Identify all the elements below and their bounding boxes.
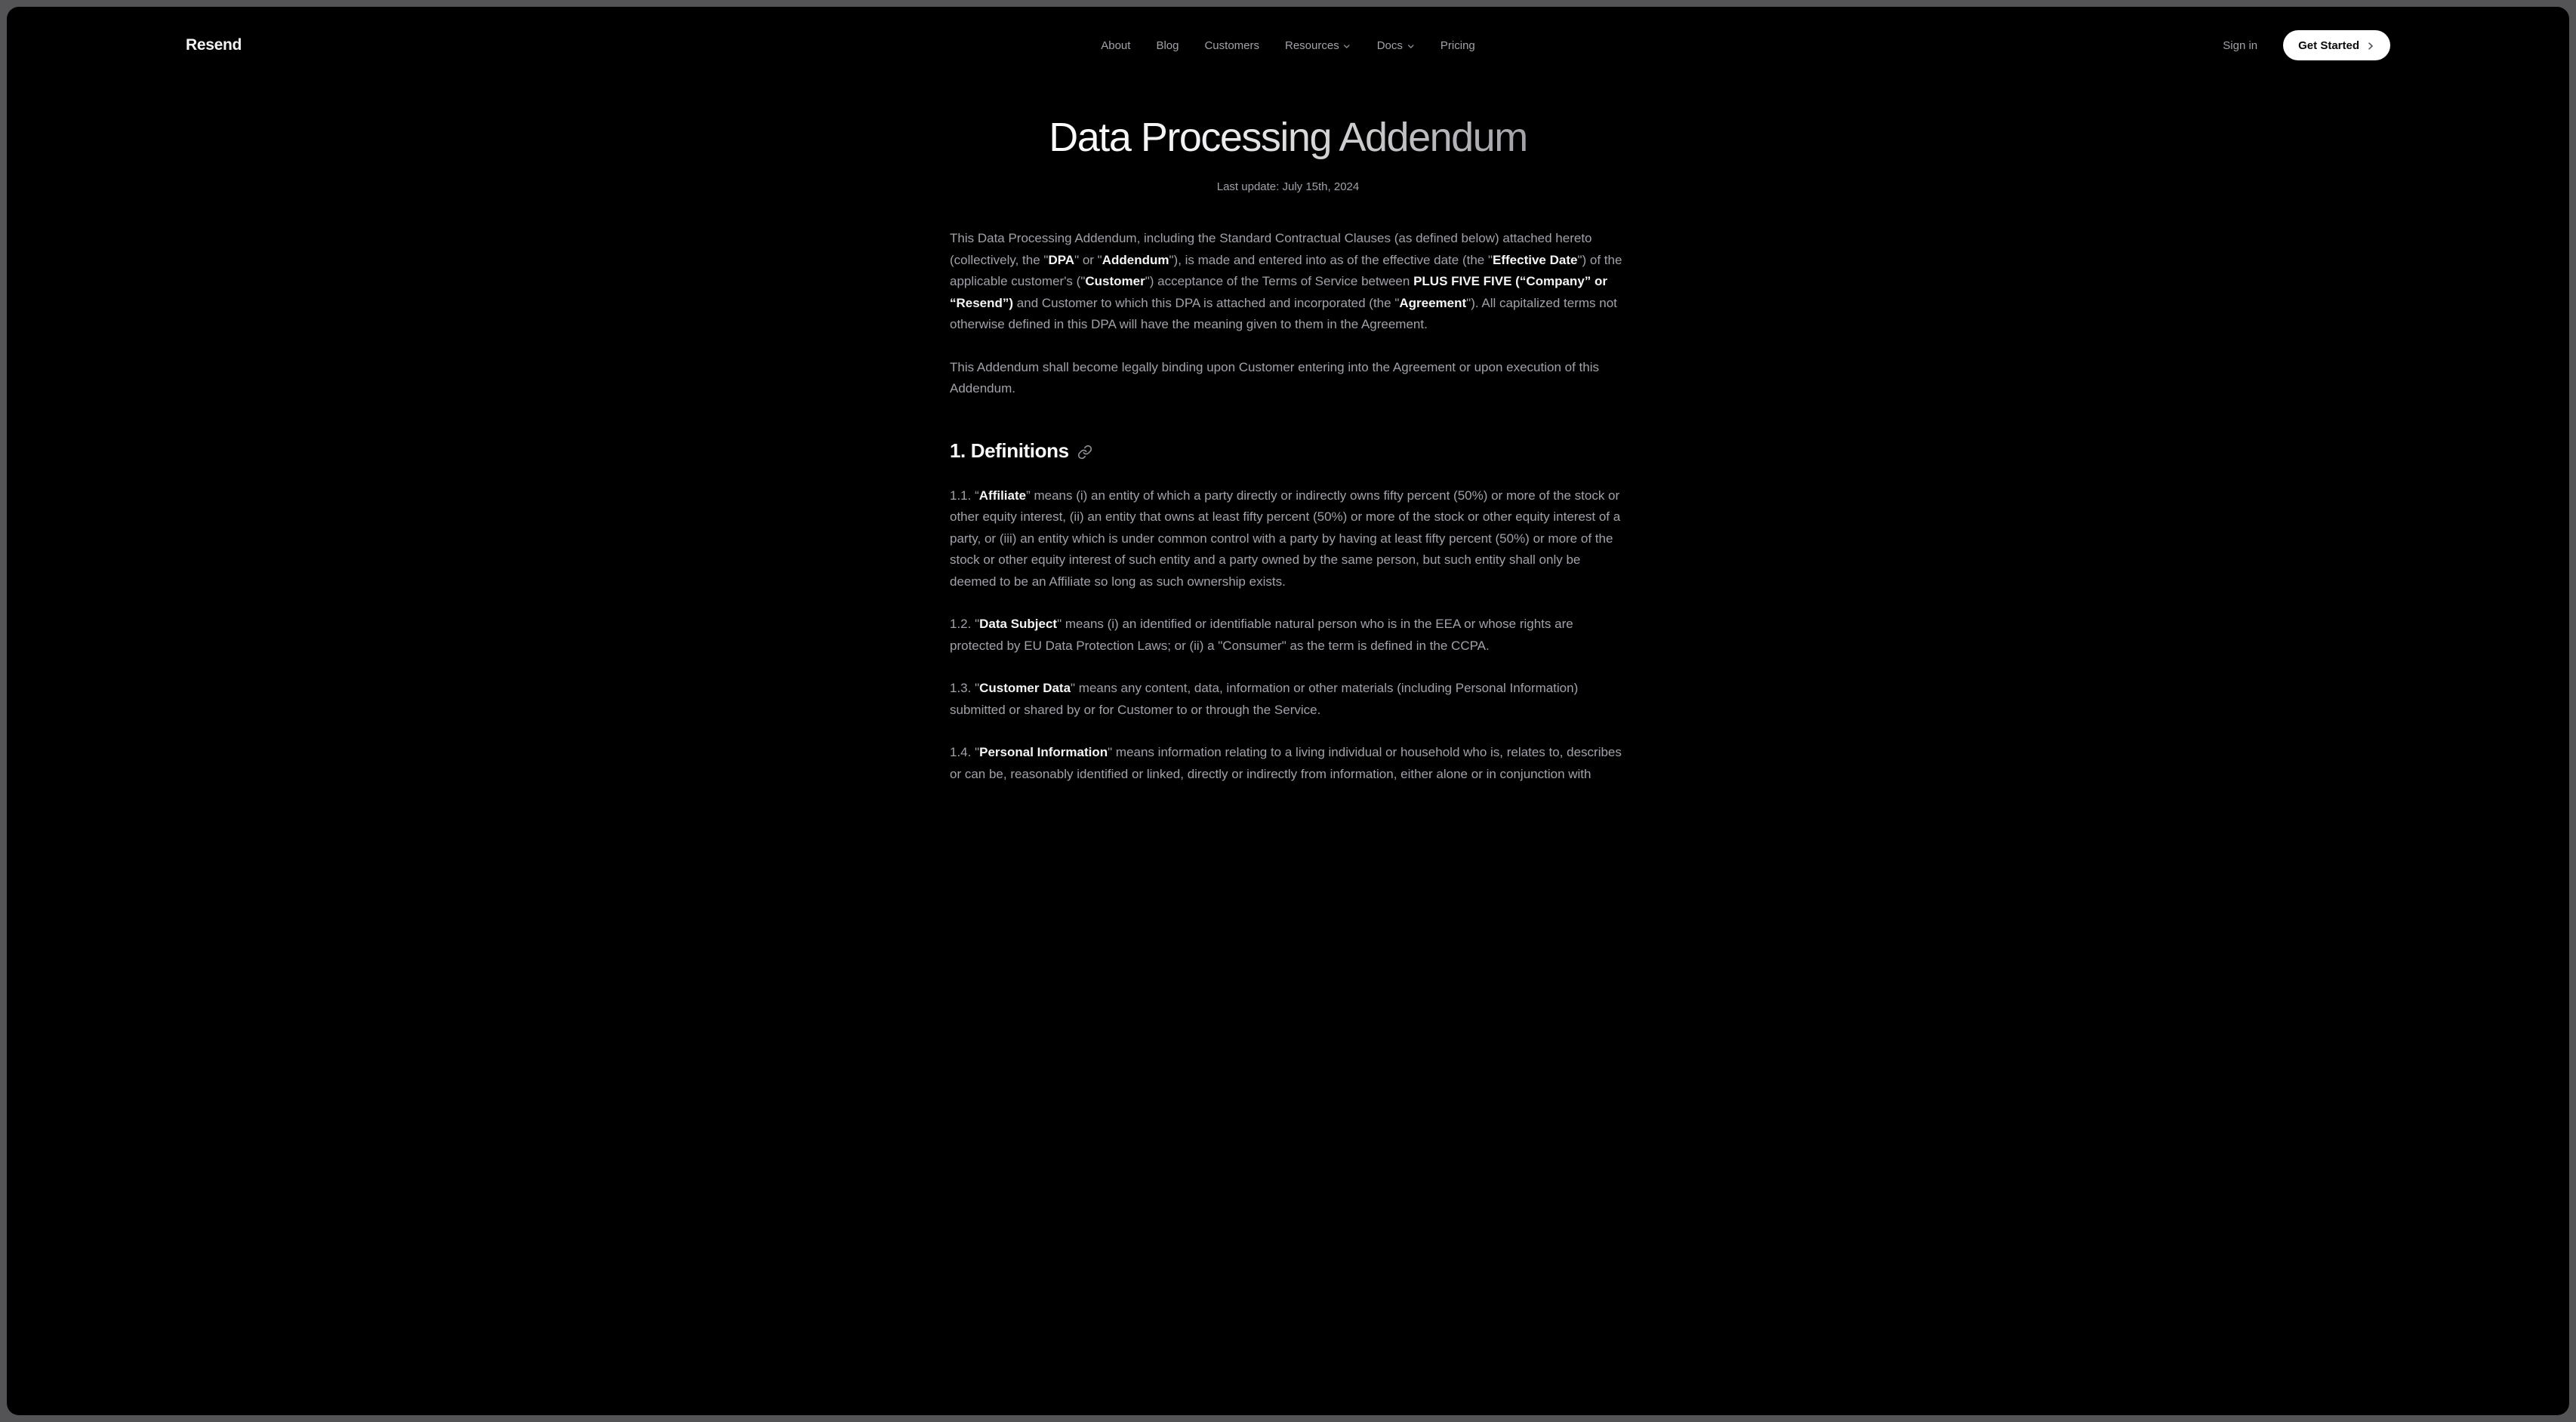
nav-link-label: Resources <box>1285 38 1339 52</box>
defined-term: Affiliate <box>978 488 1027 503</box>
paragraph-text: and Customer to which this DPA is attached and incorporated (the " <box>1013 295 1400 310</box>
nav-link-resources[interactable] <box>1285 39 1351 52</box>
defined-term: Agreement <box>1399 295 1467 310</box>
chevron-down-icon <box>1343 42 1351 51</box>
get-started-label: Get Started <box>2298 38 2359 52</box>
defined-term: Customer Data <box>979 681 1071 695</box>
defined-term: Addendum <box>1102 252 1169 267</box>
chevron-right-icon <box>2366 42 2375 51</box>
page-background <box>7 7 2569 1415</box>
nav-link-label: Customers <box>1204 38 1260 52</box>
page-title: Data Processing Addendum <box>950 114 1626 161</box>
get-started-button[interactable] <box>2283 30 2390 60</box>
defined-term: Personal Information <box>979 745 1108 759</box>
paragraph-text: This Addendum shall become legally binding upon Customer entering into the Agreement or upon execution of this Addendum. <box>950 359 1599 396</box>
last-update-text: Last update: July 15th, 2024 <box>1216 180 1360 193</box>
top-nav <box>7 7 2569 66</box>
paragraph-text: 1.2. " <box>950 617 980 631</box>
paragraph <box>950 228 1626 336</box>
nav-link-customers[interactable] <box>1204 39 1259 52</box>
paragraph <box>950 357 1626 400</box>
paragraph <box>950 614 1626 657</box>
paragraph-text: ") acceptance of the Terms of Service between <box>1145 274 1414 288</box>
paragraph-text: "). All capitalized terms not otherwise defined in this DPA will have the meaning given to them in the Agreement. <box>950 295 1617 331</box>
paragraph-text: 1.3. " <box>950 681 980 695</box>
nav-link-label: About <box>1101 38 1131 52</box>
nav-link-about[interactable] <box>1101 39 1130 52</box>
article-body <box>950 228 1626 785</box>
paragraph-text: 1.1. “ <box>950 488 979 503</box>
paragraph-text: " or " <box>1074 252 1102 267</box>
paragraph-text: ") of the applicable customer's (" <box>950 252 1622 288</box>
paragraph-text: " means any content, data, information or other materials (including Personal Information) submitted or shared by or for Customer to or through the Service. <box>950 681 1579 717</box>
paragraph-text: " means information relating to a living individual or household who is, relates to, describes or can be, reasonably identified or linked, directly or indirectly from information, either alone or in conjunction with <box>950 745 1622 781</box>
nav-link-docs[interactable] <box>1377 39 1415 52</box>
chevron-down-icon <box>1407 42 1415 51</box>
defined-term: Effective Date <box>1493 252 1578 267</box>
defined-term: Data Subject <box>979 617 1058 631</box>
nav-link-blog[interactable] <box>1156 39 1179 52</box>
nav-link-pricing[interactable] <box>1441 39 1475 52</box>
document-article <box>950 66 1626 785</box>
link-icon[interactable] <box>1077 445 1092 460</box>
paragraph-text: " means (i) an identified or identifiable natural person who is in the EEA or whose rights are protected by EU Data Protection Laws; or (ii) a "Consumer" as the term is defined in the CCPA. <box>950 617 1573 653</box>
paragraph-text: 1.4. " <box>950 745 980 759</box>
defined-term: PLUS FIVE FIVE (“Company” or “Resend”) <box>950 274 1607 310</box>
paragraph-text: "), is made and entered into as of the effective date (the " <box>1169 252 1493 267</box>
paragraph <box>950 678 1626 721</box>
section-heading <box>950 439 1626 463</box>
section-heading-text: 1. Definitions <box>950 439 1069 462</box>
nav-link-label: Pricing <box>1440 38 1475 52</box>
paragraph-text: ” means (i) an entity of which a party directly or indirectly owns fifty percent (50%) or more of the stock or other equity interest, (ii) an entity that owns at least fifty percent (50%) or more of the stock or other equity interest of a party, or (iii) an entity which is under common control with a party by having at least fifty percent (50%) or more of the stock or other equity interest of such entity and a party owned by the same person, but such entity shall only be deemed to be an Affiliate so long as such ownership exists. <box>950 488 1621 589</box>
paragraph <box>950 742 1626 785</box>
paragraph-text: This Data Processing Addendum, including the Standard Contractual Clauses (as defined below) attached hereto (collectively, the " <box>950 231 1592 267</box>
nav-actions <box>2223 30 2390 60</box>
nav-links <box>1101 25 1475 66</box>
paragraph <box>950 485 1626 593</box>
nav-link-label: Blog <box>1156 38 1179 52</box>
sign-in-link[interactable]: Sign in <box>2223 38 2258 52</box>
resend-logo[interactable]: Resend <box>186 36 242 54</box>
defined-term: Customer <box>1085 274 1145 288</box>
defined-term: DPA <box>1048 252 1075 267</box>
nav-link-label: Docs <box>1376 38 1403 52</box>
